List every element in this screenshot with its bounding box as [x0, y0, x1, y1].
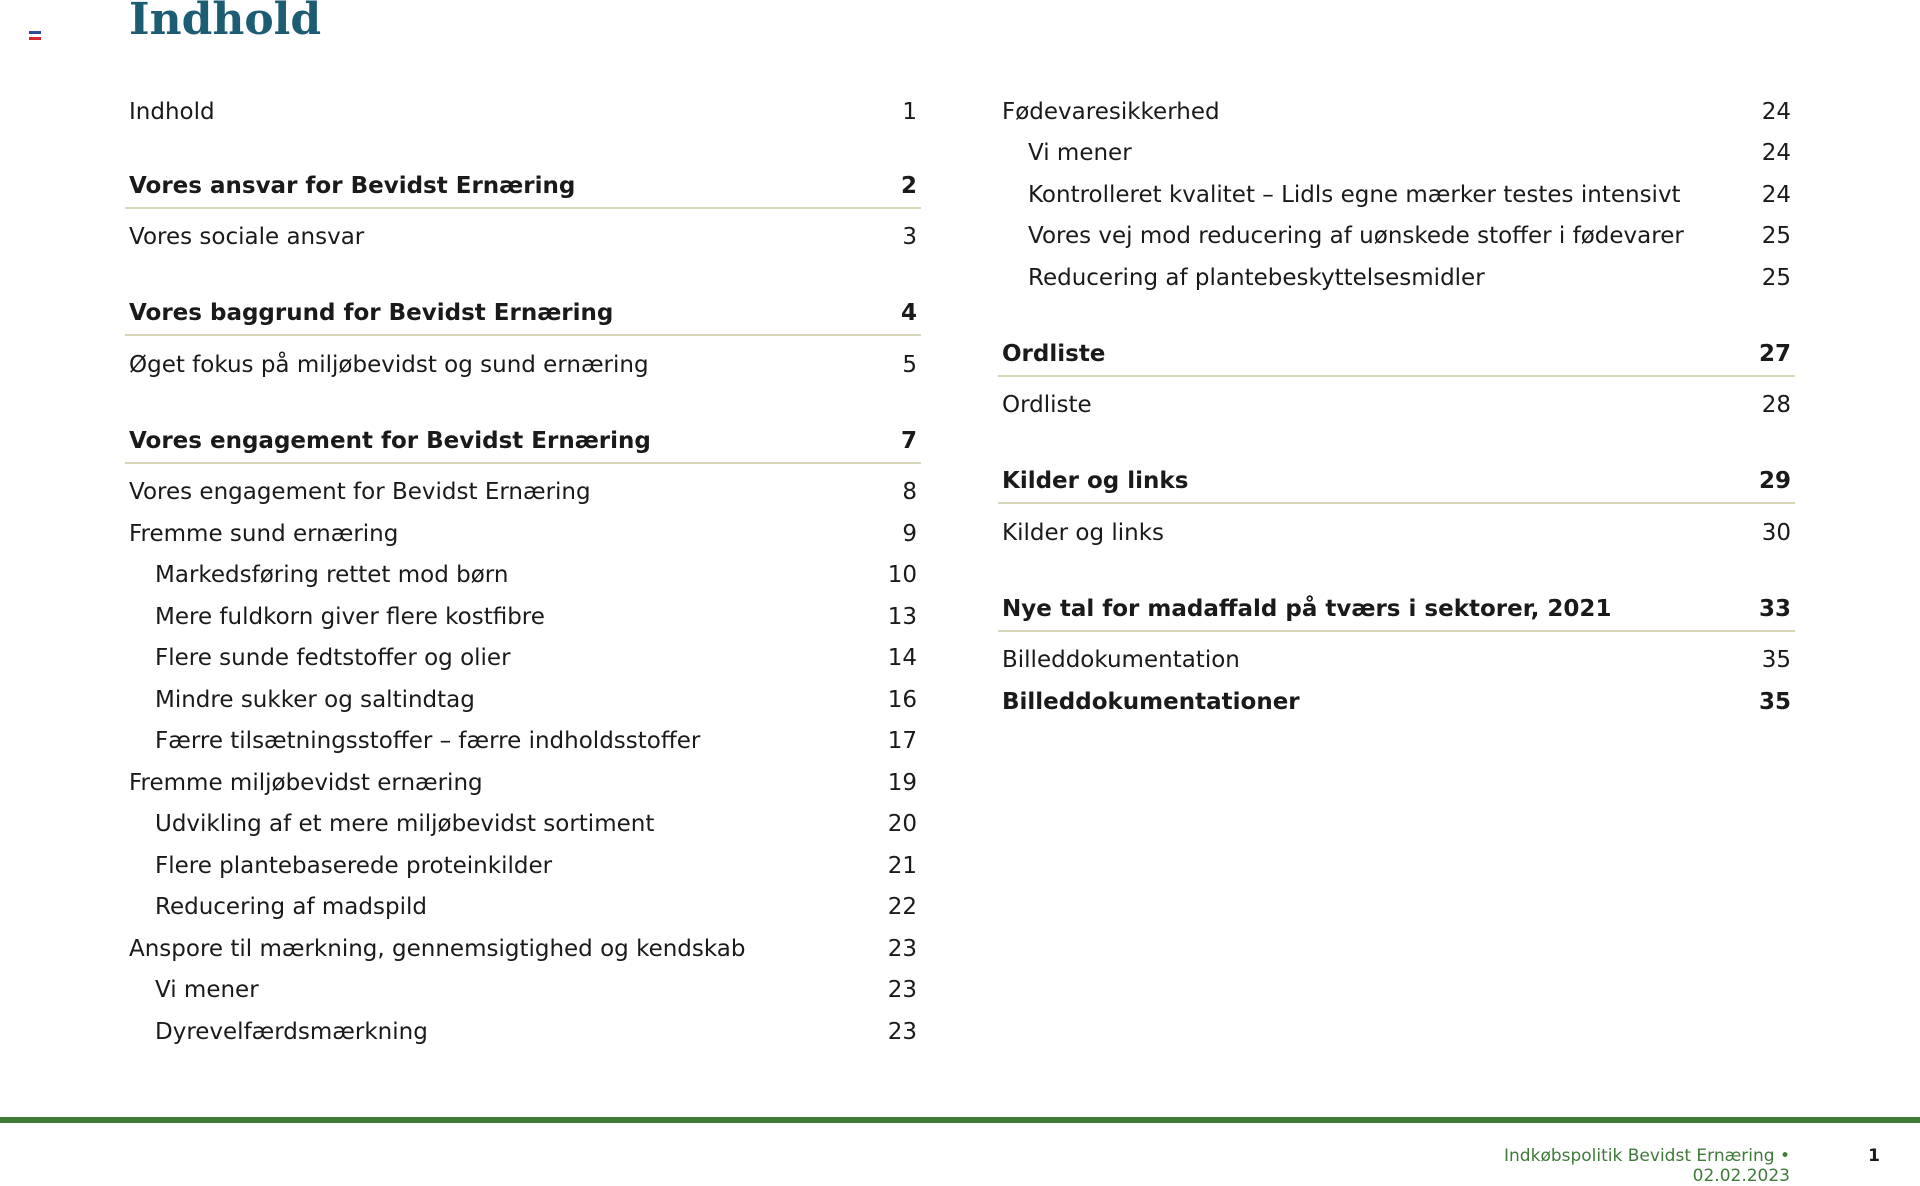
toc-entry-page-number: 23: [887, 977, 917, 1004]
toc-entry-page-number: 13: [887, 603, 917, 630]
toc-entry-label: Kontrolleret kvalitet – Lidls egne mærker testes intensivt: [1028, 181, 1681, 208]
footer-bar: [0, 1117, 1920, 1123]
toc-entry-page-number: 3: [902, 224, 917, 251]
toc-entry[interactable]: [998, 257, 1795, 299]
toc-entry-label: Dyrevelfærdsmærkning: [155, 1018, 428, 1045]
toc-entry-page-number: 4: [900, 300, 917, 326]
toc-entry[interactable]: [125, 596, 921, 638]
toc-entry-label: Reducering af madspild: [155, 894, 427, 921]
toc-entry-page-number: 21: [887, 852, 917, 879]
toc-entry-page-number: 2: [900, 172, 917, 199]
toc-entry-label: Anspore til mærkning, gennemsigtighed og kendskab: [129, 935, 746, 962]
toc-entry-page-number: 17: [887, 728, 917, 755]
toc-entry[interactable]: [125, 513, 921, 555]
toc-entry-label: Kilder og links: [1002, 519, 1165, 546]
toc-entry-label: Vores ansvar for Bevidst Ernæring: [129, 172, 576, 199]
toc-entry-page-number: 27: [1758, 340, 1791, 367]
toc-entry[interactable]: [125, 555, 921, 597]
toc-entry-page-number: 19: [887, 769, 917, 796]
footer-page-number: 1: [1868, 1146, 1880, 1166]
toc-entry-page-number: 20: [887, 811, 917, 838]
toc-entry-label: Flere plantebaserede proteinkilder: [155, 852, 553, 879]
toc-section-heading[interactable]: [998, 460, 1795, 504]
toc-entry-label: Indhold: [129, 98, 215, 125]
toc-entry[interactable]: [125, 1011, 921, 1053]
toc-entry-page-number: 23: [887, 1018, 917, 1045]
toc-section-heading[interactable]: [998, 333, 1795, 377]
language-flag-icon[interactable]: [29, 31, 41, 40]
toc-entry-page-number: 24: [1761, 181, 1791, 208]
toc-entry[interactable]: [998, 174, 1795, 216]
toc-entry-page-number: 16: [887, 686, 917, 713]
toc-entry-label: Billeddokumentationer: [1002, 688, 1300, 715]
toc-entry-page-number: 23: [887, 935, 917, 962]
toc-entry-label: Øget fokus på miljøbevidst og sund ernæring: [129, 351, 649, 378]
toc-entry[interactable]: [125, 845, 921, 887]
toc-entry[interactable]: [125, 472, 921, 514]
toc-entry-page-number: 1: [902, 98, 917, 125]
toc-entry-page-number: 10: [887, 562, 917, 589]
toc-entry[interactable]: [125, 762, 921, 804]
toc-entry-page-number: 8: [902, 479, 917, 506]
toc-entry-label: Nye tal for madaffald på tværs i sektorer, 2021: [1002, 595, 1612, 622]
toc-entry-page-number: 25: [1761, 264, 1791, 291]
toc-entry[interactable]: [125, 887, 921, 929]
toc-entry-label: Mindre sukker og saltindtag: [155, 686, 475, 713]
toc-entry[interactable]: [998, 385, 1795, 427]
toc-entry[interactable]: [125, 928, 921, 970]
toc-entry-page-number: 24: [1761, 98, 1791, 125]
flag-stripe: [29, 37, 41, 40]
toc-entry-label: Fremme sund ernæring: [129, 520, 399, 547]
page-title: Indhold: [129, 0, 322, 45]
toc-entry-label: Vi mener: [155, 977, 259, 1004]
toc-entry-label: Markedsføring rettet mod børn: [155, 562, 509, 589]
toc-entry-label: Vores sociale ansvar: [129, 224, 365, 251]
toc-entry-label: Billeddokumentation: [1002, 647, 1240, 674]
toc-entry-page-number: 14: [887, 645, 917, 672]
toc-entry-page-number: 22: [887, 894, 917, 921]
toc-entry-label: Vores vej mod reducering af uønskede stoffer i fødevarer: [1028, 223, 1684, 250]
toc-entry[interactable]: [998, 681, 1795, 723]
toc-entry[interactable]: [125, 91, 921, 133]
toc-entry[interactable]: [998, 512, 1795, 554]
toc-entry-page-number: 25: [1761, 223, 1791, 250]
toc-entry[interactable]: [998, 216, 1795, 258]
toc-entry-label: Vores engagement for Bevidst Ernæring: [129, 427, 651, 454]
toc-entry-page-number: 28: [1761, 392, 1791, 419]
toc-entry-label: Kilder og links: [1002, 468, 1189, 494]
toc-column-right: [998, 91, 1795, 723]
toc-entry[interactable]: [125, 804, 921, 846]
toc-entry-page-number: 7: [900, 427, 917, 454]
toc-entry-page-number: 24: [1761, 140, 1791, 167]
toc-entry[interactable]: [125, 970, 921, 1012]
toc-section-heading[interactable]: [125, 420, 921, 464]
toc-entry-label: Vores baggrund for Bevidst Ernæring: [129, 300, 614, 326]
toc-entry-label: Flere sunde fedtstoffer og olier: [155, 645, 511, 672]
toc-entry-page-number: 30: [1761, 519, 1791, 546]
toc-entry[interactable]: [125, 217, 921, 259]
toc-entry-label: Ordliste: [1002, 340, 1106, 367]
toc-entry-label: Fødevaresikkerhed: [1002, 98, 1220, 125]
toc-entry-label: Fremme miljøbevidst ernæring: [129, 769, 483, 796]
toc-entry[interactable]: [125, 679, 921, 721]
toc-entry-label: Ordliste: [1002, 392, 1092, 419]
toc-entry-label: Mere fuldkorn giver flere kostfibre: [155, 603, 545, 630]
toc-entry-label: Færre tilsætningsstoffer – færre indholdsstoffer: [155, 728, 701, 755]
toc-section-heading[interactable]: [998, 588, 1795, 632]
toc-entry-page-number: 29: [1758, 468, 1791, 494]
toc-section-heading[interactable]: [125, 292, 921, 336]
toc-entry[interactable]: [998, 640, 1795, 682]
toc-section-heading[interactable]: [125, 165, 921, 209]
toc-entry[interactable]: [125, 638, 921, 680]
footer-doc-info: Indkøbspolitik Bevidst Ernæring • 02.02.2023: [1504, 1146, 1790, 1186]
toc-entry-page-number: 35: [1761, 647, 1791, 674]
toc-column-left: [125, 91, 921, 1053]
toc-entry[interactable]: [125, 344, 921, 386]
toc-entry[interactable]: [125, 721, 921, 763]
toc-entry-label: Udvikling af et mere miljøbevidst sortiment: [155, 811, 655, 838]
toc-entry[interactable]: [998, 133, 1795, 175]
toc-entry-label: Vores engagement for Bevidst Ernæring: [129, 479, 591, 506]
toc-entry-page-number: 9: [902, 520, 917, 547]
toc-entry-page-number: 5: [902, 351, 917, 378]
toc-entry-label: Reducering af plantebeskyttelsesmidler: [1028, 264, 1485, 291]
toc-entry-label: Vi mener: [1028, 140, 1132, 167]
toc-entry[interactable]: [998, 91, 1795, 133]
toc-entry-page-number: 33: [1758, 595, 1791, 622]
toc-entry-page-number: 35: [1758, 688, 1791, 715]
